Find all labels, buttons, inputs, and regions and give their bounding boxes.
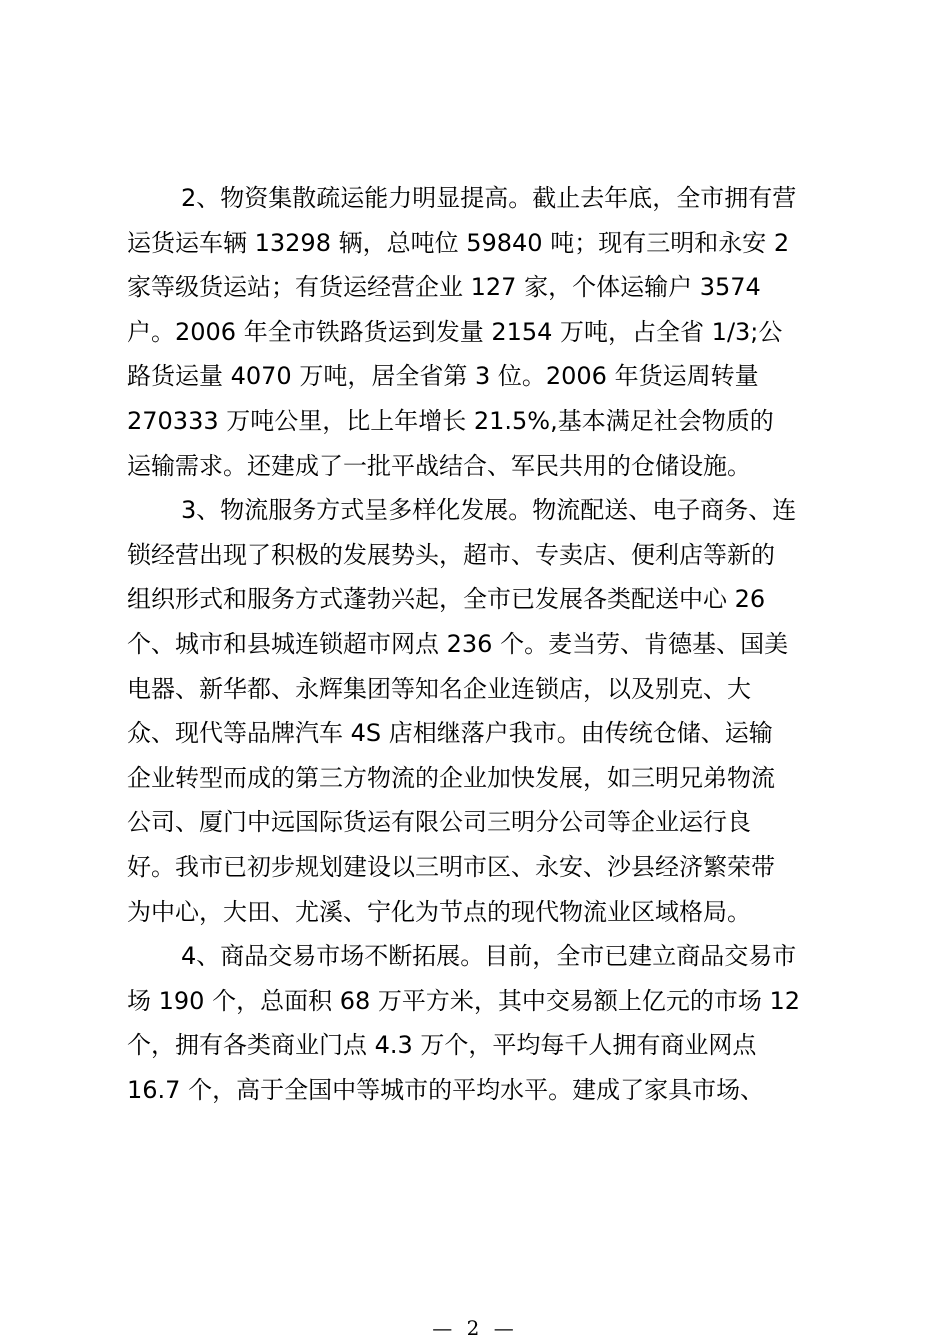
paragraph-4-line-2: 场 190 个，总面积 68 万平方米，其中交易额上亿元的市场 12 [127,986,801,1015]
paragraph-2-line-3: 家等级货运站；有货运经营企业 127 家，个体运输户 3574 [127,273,761,302]
paragraph-3-line-10: 为中心，大田、尤溪、宁化为节点的现代物流业区域格局。 [127,897,751,926]
paragraph-3-line-3: 组织形式和服务方式蓬勃兴起，全市已发展各类配送中心 26 [127,585,766,614]
paragraph-2-line-6: 270333 万吨公里，比上年增长 21.5%,基本满足社会物质的 [127,406,774,435]
paragraph-4-line-1: 4、商品交易市场不断拓展。目前，全市已建立商品交易市 [181,942,797,971]
paragraph-3-line-4: 个、城市和县城连锁超市网点 236 个。麦当劳、肯德基、国美 [127,629,789,658]
paragraph-3-line-9: 好。我市已初步规划建设以三明市区、永安、沙县经济繁荣带 [127,852,775,881]
paragraph-2-line-5: 路货运量 4070 万吨，居全省第 3 位。2006 年货运周转量 [127,362,759,391]
paragraph-3-line-1: 3、物流服务方式呈多样化发展。物流配送、电子商务、连 [181,496,797,525]
page-number: — 2 — [432,1316,518,1340]
paragraph-2-line-1: 2、物资集散疏运能力明显提高。截止去年底，全市拥有营 [181,184,797,212]
paragraph-3-line-6: 众、现代等品牌汽车 4S 店相继落户我市。由传统仓储、运输 [127,719,773,748]
paragraph-2-line-2: 运货运车辆 13298 辆，总吨位 59840 吨；现有三明和永安 2 [127,228,790,257]
paragraph-2-line-7: 运输需求。还建成了一批平战结合、军民共用的仓储设施。 [127,451,751,480]
paragraph-3-line-5: 电器、新华都、永辉集团等知名企业连锁店，以及别克、大 [127,674,751,703]
paragraph-3-line-8: 公司、厦门中远国际货运有限公司三明分公司等企业运行良 [127,808,751,837]
body-text [127,176,837,1112]
paragraph-3-line-2: 锁经营出现了积极的发展势头，超市、专卖店、便利店等新的 [127,540,775,569]
paragraph-3-line-7: 企业转型而成的第三方物流的企业加快发展，如三明兄弟物流 [127,763,775,792]
paragraph-4-line-4: 16.7 个，高于全国中等城市的平均水平。建成了家具市场、 [127,1075,765,1104]
paragraph-2-line-4: 户。2006 年全市铁路货运到发量 2154 万吨，占全省 1/3;公 [127,317,783,346]
paragraph-4-line-3: 个，拥有各类商业门点 4.3 万个，平均每千人拥有商业网点 [127,1031,757,1060]
